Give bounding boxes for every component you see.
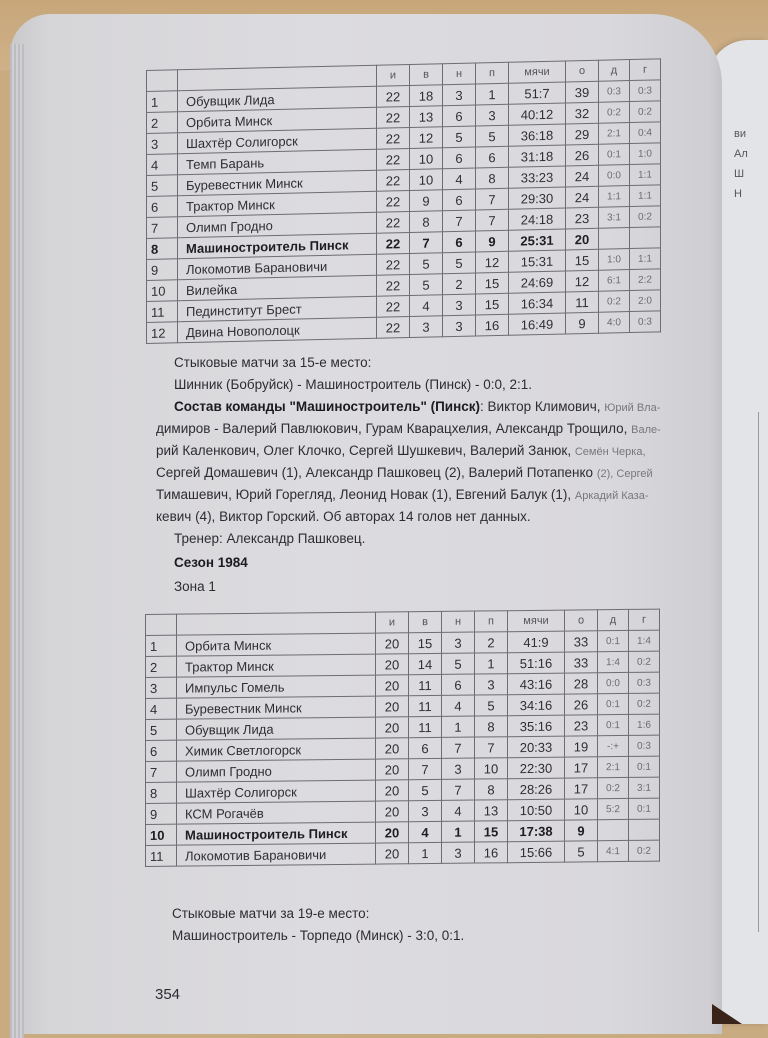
points: 26 (565, 694, 598, 715)
team-position: 12 (147, 322, 178, 344)
points: 39 (566, 81, 599, 103)
draws: 6 (442, 674, 475, 695)
team-name: Обувщик Лида (177, 717, 376, 740)
goal-ratio: 43:16 (508, 673, 565, 695)
wins: 14 (409, 653, 442, 674)
next-page-fragment: Ал (734, 148, 748, 160)
header-points: о (565, 610, 598, 631)
team-name: Шахтёр Солигорск (177, 780, 376, 803)
points: 26 (566, 144, 599, 166)
draws: 6 (443, 105, 476, 127)
wins: 13 (410, 106, 443, 128)
team-name: Буревестник Минск (178, 170, 377, 196)
draws: 6 (443, 147, 476, 169)
season-1984-title: Сезон 1984 (174, 555, 248, 570)
points: 28 (565, 673, 598, 694)
head-to-head-home: 1:1 (599, 186, 630, 208)
squad-text: Тимашевич, Юрий Горегляд, Леонид Новак (1), Евгений Балук (1), (156, 487, 575, 502)
header-pos (147, 70, 178, 92)
head-to-head-home: 0:2 (598, 777, 629, 798)
games-played: 22 (377, 86, 410, 108)
points: 11 (566, 291, 599, 313)
wins: 10 (410, 169, 443, 191)
games-played: 20 (376, 801, 409, 822)
wins: 5 (410, 274, 443, 296)
head-to-head-away: 1:6 (629, 714, 660, 735)
squad-text-faded: Аркадий Каза- (574, 490, 649, 502)
head-to-head-home (598, 819, 629, 840)
draws: 3 (442, 842, 475, 863)
head-to-head-away: 1:0 (630, 143, 661, 165)
head-to-head-home: 6:1 (599, 270, 630, 292)
losses: 3 (475, 674, 508, 695)
squad-text: Сергей Домашевич (1), Александр Пашковец (2), Валерий Потапенко (156, 465, 597, 480)
head-to-head-away: 1:1 (630, 164, 661, 186)
team-position: 2 (146, 656, 177, 677)
head-to-head-away: 0:1 (629, 756, 660, 777)
header-goals: мячи (508, 610, 565, 632)
page-edges (10, 44, 24, 1038)
team-position: 6 (146, 740, 177, 761)
head-to-head-home: 1:0 (599, 249, 630, 271)
team-name: Темп Барань (178, 149, 377, 175)
draws: 6 (443, 231, 476, 253)
goal-ratio: 31:18 (509, 145, 566, 167)
points: 23 (566, 207, 599, 229)
squad-line-6: кевич (4), Виктор Горский. Об авторах 14 голов нет данных. (156, 509, 531, 524)
games-played: 20 (376, 633, 409, 654)
points: 20 (566, 228, 599, 250)
team-position: 7 (146, 761, 177, 782)
games-played: 22 (377, 254, 410, 276)
team-name: Шахтёр Солигорск (178, 128, 377, 154)
points: 33 (565, 631, 598, 652)
head-to-head-away: 0:2 (630, 206, 661, 228)
losses: 5 (476, 125, 509, 147)
team-position: 7 (147, 217, 178, 239)
draws: 5 (443, 252, 476, 274)
team-position: 10 (147, 280, 178, 302)
losses: 15 (476, 293, 509, 315)
squad-label: Состав команды "Машиностроитель" (Пинск) (174, 399, 481, 414)
losses: 10 (475, 758, 508, 779)
points: 23 (565, 715, 598, 736)
team-position: 1 (147, 91, 178, 113)
goal-ratio: 35:16 (508, 715, 565, 737)
header-home: д (599, 60, 630, 82)
games-played: 22 (377, 191, 410, 213)
head-to-head-away: 0:1 (629, 798, 660, 819)
head-to-head-away: 0:2 (629, 651, 660, 672)
head-to-head-home: 2:1 (598, 756, 629, 777)
team-name: Пединститут Брест (178, 296, 377, 322)
losses: 7 (476, 188, 509, 210)
team-position: 6 (147, 196, 178, 218)
head-to-head-home: 0:2 (599, 102, 630, 124)
header-wins: в (409, 611, 442, 632)
team-name: Импульс Гомель (177, 675, 376, 698)
draws: 7 (443, 210, 476, 232)
losses: 15 (475, 821, 508, 842)
squad-text: димиров - Валерий Павлюкович, Гурам Кварацхелия, Александр Трощило, (156, 421, 632, 436)
team-name: Орбита Минск (177, 633, 376, 656)
season-1984-zone: Зона 1 (174, 579, 216, 594)
goal-ratio: 33:23 (509, 166, 566, 188)
games-played: 22 (377, 296, 410, 318)
head-to-head-away: 1:1 (630, 185, 661, 207)
wins: 5 (410, 253, 443, 275)
losses: 3 (476, 104, 509, 126)
header-pos (146, 614, 177, 635)
wins: 10 (410, 148, 443, 170)
team-position: 4 (146, 698, 177, 719)
goal-ratio: 25:31 (509, 229, 566, 251)
header-draws: н (442, 611, 475, 632)
squad-text: рий Каленкович, Олег Клочко, Сергей Шушкевич, Валерий Занюк, (156, 443, 575, 458)
points: 5 (565, 841, 598, 862)
points: 12 (566, 270, 599, 292)
games-played: 20 (376, 843, 409, 864)
coach-text: Тренер: Александр Пашковец. (174, 531, 366, 546)
team-name: Вилейка (178, 275, 377, 301)
team-name: Обувщик Лида (178, 86, 377, 112)
goal-ratio: 22:30 (508, 757, 565, 779)
draws: 3 (443, 294, 476, 316)
squad-line-5 (156, 484, 649, 507)
goal-ratio: 17:38 (508, 820, 565, 842)
goal-ratio: 16:34 (509, 292, 566, 314)
points: 17 (565, 778, 598, 799)
head-to-head-away: 0:2 (629, 840, 660, 861)
points: 9 (566, 312, 599, 334)
points: 29 (566, 123, 599, 145)
head-to-head-home: 0:1 (598, 714, 629, 735)
points: 33 (565, 652, 598, 673)
squad-line-1 (174, 396, 660, 419)
games-played: 20 (376, 696, 409, 717)
losses: 16 (476, 314, 509, 336)
head-to-head-away: 0:2 (630, 101, 661, 123)
head-to-head-away: 1:4 (629, 630, 660, 651)
points: 10 (565, 799, 598, 820)
team-position: 2 (147, 112, 178, 134)
team-name: Буревестник Минск (177, 696, 376, 719)
draws: 3 (443, 315, 476, 337)
wins: 11 (409, 674, 442, 695)
head-to-head-home: 5:2 (598, 798, 629, 819)
games-played: 22 (377, 107, 410, 129)
losses: 1 (476, 83, 509, 105)
team-name: Двина Новополоцк (178, 317, 377, 343)
wins: 3 (410, 316, 443, 338)
wins: 9 (410, 190, 443, 212)
head-to-head-home (599, 228, 630, 250)
points: 24 (566, 165, 599, 187)
goal-ratio: 24:18 (509, 208, 566, 230)
header-losses: п (475, 611, 508, 632)
head-to-head-home: 0:1 (598, 693, 629, 714)
goal-ratio: 40:12 (509, 103, 566, 125)
playoff-1983-title: Стыковые матчи за 15-е место: (174, 355, 372, 370)
draws: 4 (442, 800, 475, 821)
wins: 7 (409, 758, 442, 779)
wins: 4 (409, 821, 442, 842)
wins: 12 (410, 127, 443, 149)
head-to-head-away: 1:1 (630, 248, 661, 270)
head-to-head-away (630, 227, 661, 249)
head-to-head-away: 0:2 (629, 693, 660, 714)
team-name: Локомотив Барановичи (177, 843, 376, 866)
next-page-table-edge (758, 412, 768, 932)
playoff-1984-title: Стыковые матчи за 19-е место: (172, 906, 370, 921)
draws: 6 (443, 189, 476, 211)
draws: 1 (442, 716, 475, 737)
losses: 8 (475, 779, 508, 800)
head-to-head-home: 3:1 (599, 207, 630, 229)
draws: 3 (442, 758, 475, 779)
team-name: Олимп Гродно (178, 212, 377, 238)
head-to-head-away: 2:2 (630, 269, 661, 291)
head-to-head-home: 0:2 (599, 291, 630, 313)
team-position: 5 (147, 175, 178, 197)
games-played: 22 (377, 128, 410, 150)
head-to-head-away: 2:0 (630, 290, 661, 312)
draws: 2 (443, 273, 476, 295)
header-draws: н (443, 63, 476, 85)
wins: 7 (410, 232, 443, 254)
header-points: о (566, 60, 599, 82)
squad-line-2 (156, 418, 661, 441)
draws: 3 (443, 84, 476, 106)
losses: 15 (476, 272, 509, 294)
draws: 4 (442, 695, 475, 716)
head-to-head-away: 0:3 (630, 80, 661, 102)
team-position: 4 (147, 154, 178, 176)
team-name: Химик Светлогорск (177, 738, 376, 761)
head-to-head-home: 2:1 (599, 123, 630, 145)
games-played: 22 (377, 212, 410, 234)
standings-table-1983 (146, 58, 661, 344)
games-played: 20 (376, 717, 409, 738)
draws: 5 (443, 126, 476, 148)
header-games: и (377, 65, 410, 87)
head-to-head-away: 0:3 (629, 735, 660, 756)
head-to-head-home: 4:1 (598, 840, 629, 861)
wins: 11 (409, 695, 442, 716)
games-played: 22 (377, 233, 410, 255)
squad-text-faded: Семён Черка, (574, 446, 646, 458)
games-played: 20 (376, 780, 409, 801)
games-played: 22 (377, 275, 410, 297)
goal-ratio: 51:16 (508, 652, 565, 674)
goal-ratio: 29:30 (509, 187, 566, 209)
goal-ratio: 24:69 (509, 271, 566, 293)
header-home: д (598, 609, 629, 630)
points: 32 (566, 102, 599, 124)
losses: 5 (475, 695, 508, 716)
header-games: и (376, 612, 409, 633)
losses: 8 (475, 716, 508, 737)
head-to-head-home: 0:0 (598, 672, 629, 693)
head-to-head-home: 1:4 (598, 651, 629, 672)
team-name: Трактор Минск (177, 654, 376, 677)
header-team (177, 612, 376, 635)
header-losses: п (476, 62, 509, 84)
team-position: 3 (147, 133, 178, 155)
wins: 8 (410, 211, 443, 233)
wins: 3 (409, 800, 442, 821)
wins: 18 (410, 85, 443, 107)
draws: 3 (442, 632, 475, 653)
losses: 9 (476, 230, 509, 252)
team-position: 5 (146, 719, 177, 740)
playoff-1984-result: Машиностроитель - Торпедо (Минск) - 3:0, 0:1. (172, 928, 465, 943)
team-position: 9 (146, 803, 177, 824)
goal-ratio: 15:66 (508, 841, 565, 863)
team-position: 11 (147, 301, 178, 323)
head-to-head-home: 0:3 (599, 81, 630, 103)
games-played: 20 (376, 675, 409, 696)
next-page-fragment: ви (734, 128, 746, 140)
head-to-head-home: 4:0 (599, 312, 630, 334)
goal-ratio: 51:7 (509, 82, 566, 104)
team-position: 1 (146, 635, 177, 656)
team-name: Орбита Минск (178, 107, 377, 133)
games-played: 20 (376, 738, 409, 759)
draws: 4 (443, 168, 476, 190)
team-name: Машиностроитель Пинск (177, 822, 376, 845)
header-wins: в (410, 64, 443, 86)
team-position: 8 (146, 782, 177, 803)
squad-line-3 (156, 440, 646, 463)
goal-ratio: 28:26 (508, 778, 565, 800)
head-to-head-away: 0:3 (629, 672, 660, 693)
squad-text-faded: Юрий Вла- (604, 402, 661, 414)
losses: 1 (475, 653, 508, 674)
goal-ratio: 41:9 (508, 631, 565, 653)
draws: 7 (442, 737, 475, 758)
games-played: 22 (377, 317, 410, 339)
goal-ratio: 34:16 (508, 694, 565, 716)
losses: 12 (476, 251, 509, 273)
head-to-head-away: 0:4 (630, 122, 661, 144)
losses: 7 (475, 737, 508, 758)
goal-ratio: 20:33 (508, 736, 565, 758)
goal-ratio: 15:31 (509, 250, 566, 272)
head-to-head-away (629, 819, 660, 840)
losses: 13 (475, 800, 508, 821)
header-goals: мячи (509, 61, 566, 83)
head-to-head-home: 0:0 (599, 165, 630, 187)
losses: 2 (475, 632, 508, 653)
team-position: 9 (147, 259, 178, 281)
games-played: 20 (376, 822, 409, 843)
head-to-head-away: 0:3 (630, 311, 661, 333)
team-name: КСМ Рогачёв (177, 801, 376, 824)
head-to-head-home: -:+ (598, 735, 629, 756)
playoff-1983-result: Шинник (Бобруйск) - Машиностроитель (Пинск) - 0:0, 2:1. (174, 377, 533, 392)
squad-text: : Виктор Климович, (480, 399, 605, 414)
wins: 15 (409, 632, 442, 653)
wins: 1 (409, 842, 442, 863)
next-page-fragment: Ш (734, 168, 745, 180)
points: 17 (565, 757, 598, 778)
goal-ratio: 36:18 (509, 124, 566, 146)
losses: 6 (476, 146, 509, 168)
games-played: 20 (376, 654, 409, 675)
team-name: Олимп Гродно (177, 759, 376, 782)
goal-ratio: 16:49 (509, 313, 566, 335)
draws: 7 (442, 779, 475, 800)
next-page-fragment: Н (734, 188, 742, 200)
team-name: Локомотив Барановичи (178, 254, 377, 280)
points: 9 (565, 820, 598, 841)
wins: 6 (409, 737, 442, 758)
team-position: 10 (146, 824, 177, 845)
head-to-head-home: 0:1 (599, 144, 630, 166)
goal-ratio: 10:50 (508, 799, 565, 821)
header-away: г (630, 59, 661, 81)
team-position: 11 (146, 845, 177, 866)
team-name: Машиностроитель Пинск (178, 233, 377, 259)
squad-text-faded: Вале- (631, 424, 661, 436)
losses: 7 (476, 209, 509, 231)
team-name: Трактор Минск (178, 191, 377, 217)
draws: 5 (442, 653, 475, 674)
wins: 11 (409, 716, 442, 737)
head-to-head-home: 0:1 (598, 630, 629, 651)
games-played: 20 (376, 759, 409, 780)
team-position: 3 (146, 677, 177, 698)
squad-text-faded: (2), Сергей (596, 468, 653, 480)
points: 24 (566, 186, 599, 208)
header-away: г (629, 609, 660, 630)
standings-table-1984 (145, 609, 660, 867)
wins: 5 (409, 779, 442, 800)
points: 19 (565, 736, 598, 757)
losses: 8 (476, 167, 509, 189)
squad-line-4 (156, 462, 653, 485)
points: 15 (566, 249, 599, 271)
games-played: 22 (377, 149, 410, 171)
page-number: 354 (155, 986, 181, 1003)
draws: 1 (442, 821, 475, 842)
games-played: 22 (377, 170, 410, 192)
head-to-head-away: 3:1 (629, 777, 660, 798)
losses: 16 (475, 842, 508, 863)
team-position: 8 (147, 238, 178, 260)
wins: 4 (410, 295, 443, 317)
